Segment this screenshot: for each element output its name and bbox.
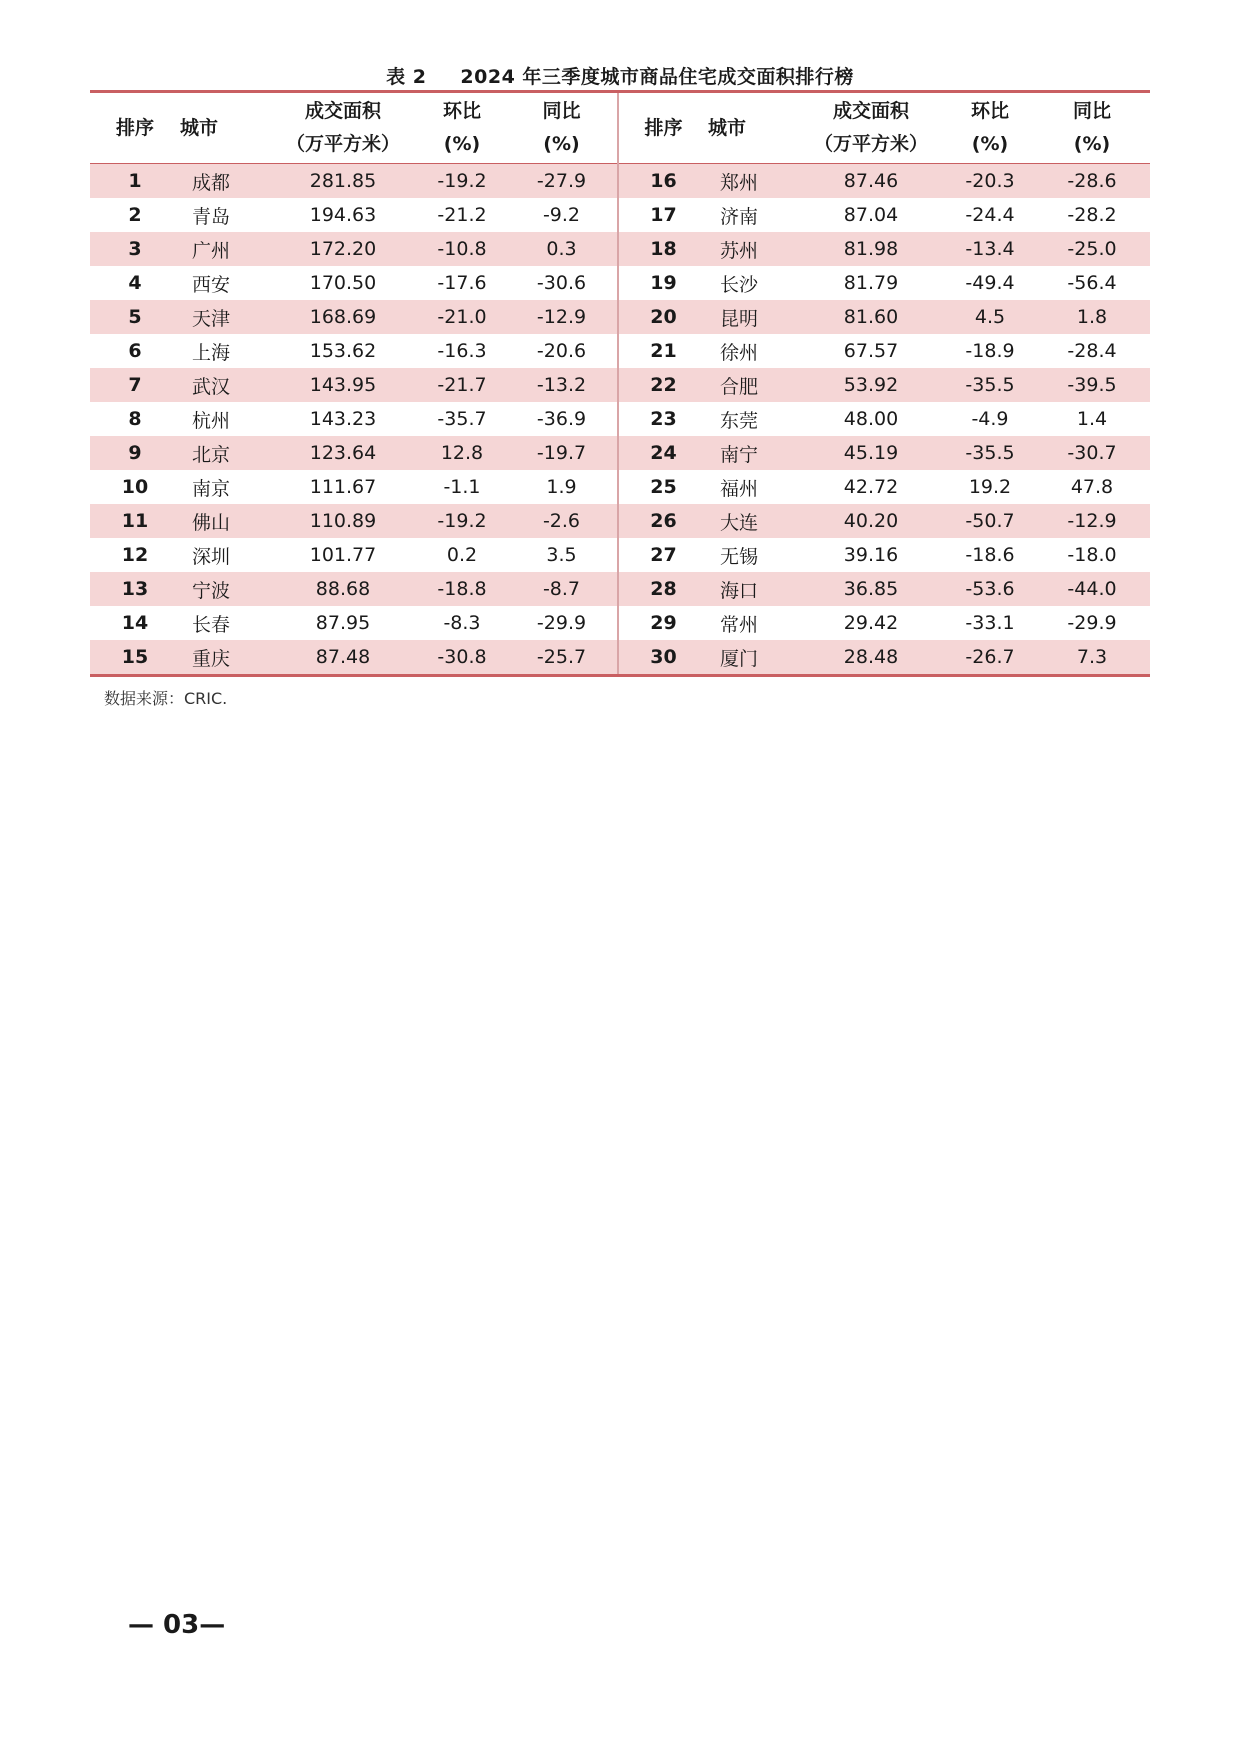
- area-cell-2: 53.92: [796, 368, 946, 402]
- city-cell: 深圳: [192, 545, 231, 568]
- mom-cell: -30.8: [418, 640, 506, 676]
- yoy-cell: -2.6: [506, 504, 618, 538]
- header-yoy-2: [1034, 92, 1150, 164]
- mom-cell: -21.0: [418, 300, 506, 334]
- rank-cell: 12: [121, 544, 149, 566]
- yoy-cell-2: -39.5: [1034, 368, 1150, 402]
- header-mom-line1: 环比: [442, 100, 481, 122]
- area-cell: 170.50: [309, 272, 377, 294]
- table-row: [90, 300, 1150, 334]
- header-mom-line2: (%): [443, 133, 481, 155]
- header-area-2: [796, 92, 946, 164]
- city-cell: 佛山: [180, 504, 268, 538]
- header-area-line1-2: 成交面积: [832, 100, 909, 122]
- city-cell-2: 南宁: [708, 436, 796, 470]
- yoy-cell-2: -28.6: [1034, 164, 1150, 199]
- city-cell-2: 长沙: [720, 273, 759, 296]
- mom-cell: 12.8: [418, 436, 506, 470]
- yoy-cell-2: -28.2: [1067, 204, 1117, 226]
- table-row: [90, 504, 1150, 538]
- table-row: [90, 538, 1150, 572]
- rank-cell: 14: [121, 612, 149, 634]
- mom-cell-2: 19.2: [968, 476, 1012, 498]
- mom-cell-2: -35.5: [946, 368, 1034, 402]
- rank-cell-2: 21: [650, 340, 677, 362]
- rank-cell-2: 16: [618, 164, 708, 199]
- header-mom-2: [946, 92, 1034, 164]
- mom-cell-2: -33.1: [965, 612, 1015, 634]
- city-cell-2: 海口: [708, 572, 796, 606]
- header-city: 城市: [180, 116, 219, 139]
- rank-cell: 5: [90, 300, 180, 334]
- yoy-cell-2: 1.8: [1034, 300, 1150, 334]
- mom-cell: 0.2: [446, 544, 478, 566]
- table-row: [90, 572, 1150, 606]
- table-row: [90, 334, 1150, 368]
- yoy-cell: -8.7: [506, 572, 618, 606]
- mom-cell-2: -18.9: [965, 340, 1015, 362]
- city-cell-2: 东莞: [720, 409, 759, 432]
- area-cell-2: 45.19: [796, 436, 946, 470]
- rank-cell: 10: [121, 476, 149, 498]
- yoy-cell-2: 1.4: [1076, 408, 1108, 430]
- mom-cell: -21.7: [418, 368, 506, 402]
- yoy-cell: -12.9: [506, 300, 618, 334]
- city-cell-2: 常州: [720, 613, 759, 636]
- rank-cell-2: 30: [618, 640, 708, 676]
- city-cell: 成都: [180, 164, 268, 199]
- mom-cell: -8.3: [443, 612, 481, 634]
- city-cell: 北京: [180, 436, 268, 470]
- area-cell: 168.69: [268, 300, 418, 334]
- area-cell: 123.64: [268, 436, 418, 470]
- yoy-cell-2: -25.0: [1034, 232, 1150, 266]
- yoy-cell-2: -29.9: [1067, 612, 1117, 634]
- area-cell-2: 81.60: [796, 300, 946, 334]
- yoy-cell-2: 47.8: [1070, 476, 1114, 498]
- city-cell-2: 济南: [720, 205, 759, 228]
- area-cell: 143.23: [309, 408, 377, 430]
- rank-cell: 6: [128, 340, 142, 362]
- city-cell: 宁波: [180, 572, 268, 606]
- mom-cell-2: -50.7: [946, 504, 1034, 538]
- mom-cell: -18.8: [418, 572, 506, 606]
- city-cell: 武汉: [180, 368, 268, 402]
- rank-cell: 2: [128, 204, 142, 226]
- city-cell-2: 厦门: [708, 640, 796, 676]
- yoy-cell-2: -56.4: [1067, 272, 1117, 294]
- header-area-line1: 成交面积: [304, 100, 381, 122]
- mom-cell-2: -24.4: [965, 204, 1015, 226]
- header-area-line2-2: （万平方米）: [813, 133, 928, 155]
- yoy-cell-2: -44.0: [1034, 572, 1150, 606]
- mom-cell-2: -53.6: [946, 572, 1034, 606]
- header-area: [268, 92, 418, 164]
- area-cell: 111.67: [309, 476, 377, 498]
- yoy-cell: -30.6: [506, 266, 618, 300]
- yoy-cell-2: -12.9: [1034, 504, 1150, 538]
- header-area-line2: （万平方米）: [285, 133, 400, 155]
- city-cell: 天津: [180, 300, 268, 334]
- header-mom-line1-2: 环比: [970, 100, 1009, 122]
- table-row: [90, 402, 1150, 436]
- area-cell: 172.20: [268, 232, 418, 266]
- city-cell: 南京: [192, 477, 231, 500]
- city-cell-2: 福州: [720, 477, 759, 500]
- table-title: 2024 年三季度城市商品住宅成交面积排行榜: [460, 66, 854, 88]
- table-row: [90, 198, 1150, 232]
- ranking-table-container: [90, 90, 1150, 677]
- area-cell-2: 39.16: [843, 544, 899, 566]
- table-header-row: [90, 92, 1150, 164]
- yoy-cell: -36.9: [506, 402, 618, 436]
- yoy-cell: -27.9: [506, 164, 618, 199]
- area-cell: 87.48: [268, 640, 418, 676]
- yoy-cell-2: 7.3: [1034, 640, 1150, 676]
- header-yoy-line1: 同比: [542, 100, 581, 122]
- mom-cell-2: -35.5: [946, 436, 1034, 470]
- mom-cell: -16.3: [437, 340, 487, 362]
- rank-cell-2: 28: [618, 572, 708, 606]
- data-source-note: 数据来源：CRIC.: [104, 689, 228, 708]
- mom-cell-2: -18.6: [965, 544, 1015, 566]
- yoy-cell: -20.6: [506, 334, 618, 368]
- rank-cell-2: 17: [650, 204, 677, 226]
- city-cell: 杭州: [192, 409, 231, 432]
- area-cell-2: 87.46: [796, 164, 946, 199]
- table-row: [90, 266, 1150, 300]
- header-city-2: 城市: [708, 116, 747, 139]
- area-cell-2: 40.20: [796, 504, 946, 538]
- area-cell-2: 81.79: [843, 272, 899, 294]
- city-cell: 青岛: [192, 205, 231, 228]
- rank-cell-2: 26: [618, 504, 708, 538]
- mom-cell-2: -4.9: [971, 408, 1009, 430]
- rank-cell-2: 24: [618, 436, 708, 470]
- header-yoy: [506, 92, 618, 164]
- mom-cell: -35.7: [437, 408, 487, 430]
- ranking-table: [90, 90, 1150, 677]
- area-cell-2: 36.85: [796, 572, 946, 606]
- rank-cell: 9: [90, 436, 180, 470]
- city-cell: 广州: [180, 232, 268, 266]
- city-cell-2: 无锡: [720, 545, 759, 568]
- area-cell: 143.95: [268, 368, 418, 402]
- city-cell-2: 徐州: [720, 341, 759, 364]
- area-cell: 101.77: [309, 544, 377, 566]
- yoy-cell: -19.7: [506, 436, 618, 470]
- rank-cell-2: 19: [650, 272, 677, 294]
- area-cell: 110.89: [268, 504, 418, 538]
- header-mom: [418, 92, 506, 164]
- area-cell: 87.95: [315, 612, 371, 634]
- header-rank-2: 排序: [644, 116, 683, 139]
- mom-cell-2: 4.5: [946, 300, 1034, 334]
- city-cell-2: 昆明: [708, 300, 796, 334]
- mom-cell-2: -26.7: [946, 640, 1034, 676]
- page-number: — 03—: [128, 1610, 226, 1640]
- mom-cell: -1.1: [443, 476, 481, 498]
- yoy-cell: -9.2: [506, 198, 618, 232]
- mom-cell: -17.6: [437, 272, 487, 294]
- table-row: [90, 368, 1150, 402]
- header-rank: 排序: [115, 116, 154, 139]
- city-cell: 重庆: [180, 640, 268, 676]
- area-cell: 194.63: [309, 204, 377, 226]
- city-cell-2: 郑州: [708, 164, 796, 199]
- yoy-cell-2: -30.7: [1034, 436, 1150, 470]
- table-body: [90, 164, 1150, 676]
- table-row: [90, 606, 1150, 640]
- rank-cell: 7: [90, 368, 180, 402]
- header-mom-line2-2: (%): [971, 133, 1009, 155]
- area-cell-2: 48.00: [843, 408, 899, 430]
- yoy-cell: 1.9: [506, 470, 618, 504]
- rank-cell: 13: [90, 572, 180, 606]
- yoy-cell: -29.9: [506, 606, 618, 640]
- table-number: 表 2: [386, 66, 427, 88]
- rank-cell: 1: [90, 164, 180, 199]
- yoy-cell: -25.7: [506, 640, 618, 676]
- area-cell-2: 28.48: [796, 640, 946, 676]
- yoy-cell: 3.5: [506, 538, 618, 572]
- area-cell-2: 67.57: [843, 340, 899, 362]
- table-row: [90, 436, 1150, 470]
- rank-cell-2: 29: [650, 612, 677, 634]
- area-cell-2: 29.42: [843, 612, 899, 634]
- table-row: [90, 640, 1150, 676]
- rank-cell-2: 20: [618, 300, 708, 334]
- rank-cell: 4: [128, 272, 142, 294]
- area-cell: 153.62: [309, 340, 377, 362]
- mom-cell: -21.2: [437, 204, 487, 226]
- city-cell: 西安: [192, 273, 231, 296]
- rank-cell: 15: [90, 640, 180, 676]
- area-cell: 88.68: [268, 572, 418, 606]
- mom-cell: -10.8: [418, 232, 506, 266]
- table-caption: [90, 62, 1150, 89]
- city-cell: 上海: [192, 341, 231, 364]
- yoy-cell-2: -28.4: [1067, 340, 1117, 362]
- area-cell-2: 81.98: [796, 232, 946, 266]
- header-yoy-line2-2: (%): [1073, 133, 1111, 155]
- rank-cell: 11: [90, 504, 180, 538]
- yoy-cell: -13.2: [506, 368, 618, 402]
- header-yoy-line2: (%): [543, 133, 580, 155]
- mom-cell: -19.2: [418, 504, 506, 538]
- area-cell: 281.85: [268, 164, 418, 199]
- mom-cell-2: -13.4: [946, 232, 1034, 266]
- rank-cell-2: 25: [650, 476, 677, 498]
- table-row: [90, 232, 1150, 266]
- rank-cell: 8: [128, 408, 142, 430]
- table-row: [90, 470, 1150, 504]
- city-cell-2: 大连: [708, 504, 796, 538]
- city-cell-2: 合肥: [708, 368, 796, 402]
- mom-cell-2: -49.4: [965, 272, 1015, 294]
- mom-cell-2: -20.3: [946, 164, 1034, 199]
- city-cell-2: 苏州: [708, 232, 796, 266]
- rank-cell-2: 27: [650, 544, 677, 566]
- area-cell-2: 87.04: [843, 204, 899, 226]
- area-cell-2: 42.72: [843, 476, 899, 498]
- yoy-cell-2: -18.0: [1067, 544, 1117, 566]
- city-cell: 长春: [192, 613, 231, 636]
- rank-cell-2: 23: [650, 408, 677, 430]
- rank-cell-2: 22: [618, 368, 708, 402]
- rank-cell: 3: [90, 232, 180, 266]
- rank-cell-2: 18: [618, 232, 708, 266]
- table-row: [90, 164, 1150, 199]
- mom-cell: -19.2: [418, 164, 506, 199]
- header-yoy-line1-2: 同比: [1072, 100, 1111, 122]
- yoy-cell: 0.3: [506, 232, 618, 266]
